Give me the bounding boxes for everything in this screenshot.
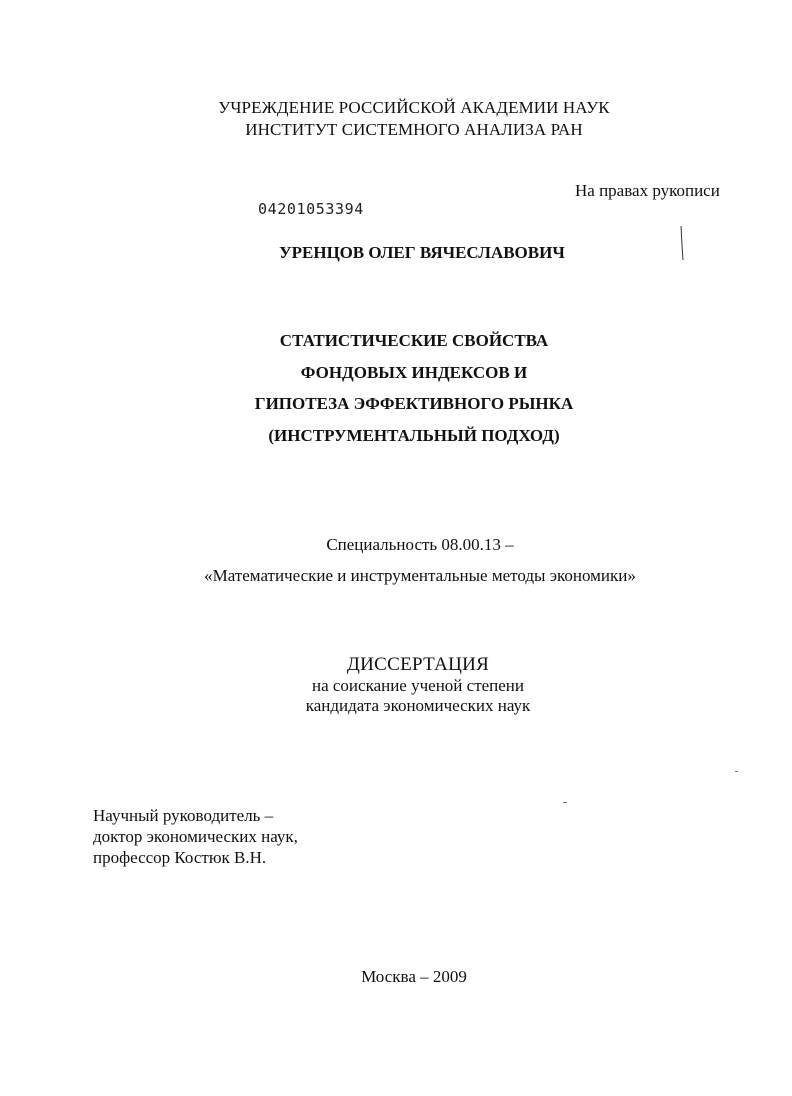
author-name: УРЕНЦОВ ОЛЕГ ВЯЧЕСЛАВОВИЧ [279, 243, 565, 262]
institution-header [18, 97, 792, 141]
title-line-1: СТАТИСТИЧЕСКИЕ СВОЙСТВА [279, 331, 549, 350]
supervisor-block [93, 805, 298, 868]
specialty-code: Специальность 08.00.13 – [326, 535, 514, 554]
supervisor-name: профессор Костюк В.Н. [93, 848, 267, 867]
degree-line-1: на соискание ученой степени [311, 676, 525, 695]
specialty-name: «Математические и инструментальные методы экономики» [204, 566, 636, 585]
manuscript-note: На правах рукописи [575, 181, 720, 200]
degree-line-2: кандидата экономических наук [305, 696, 531, 715]
dissertation-heading: ДИССЕРТАЦИЯ [346, 654, 490, 675]
city-year: Москва – 2009 [361, 967, 467, 986]
institution-institute: ИНСТИТУТ СИСТЕМНОГО АНАЛИЗА РАН [245, 120, 583, 139]
scan-speck [735, 771, 738, 772]
supervisor-degree: доктор экономических наук, [93, 827, 298, 846]
title-line-4: (ИНСТРУМЕНТАЛЬНЫЙ ПОДХОД) [268, 425, 560, 445]
institution-academy: УЧРЕЖДЕНИЕ РОССИЙСКОЙ АКАДЕМИИ НАУК [218, 98, 610, 117]
specialty [24, 529, 792, 591]
dissertation-title [18, 325, 792, 451]
supervisor-role: Научный руководитель – [93, 806, 274, 825]
scan-speck [563, 802, 567, 803]
registration-number-stamp: 04201053394 [258, 200, 364, 218]
title-line-3: ГИПОТЕЗА ЭФФЕКТИВНОГО РЫНКА [254, 394, 574, 413]
title-line-2: ФОНДОВЫХ ИНДЕКСОВ И [300, 362, 528, 382]
dissertation-degree [22, 654, 792, 716]
